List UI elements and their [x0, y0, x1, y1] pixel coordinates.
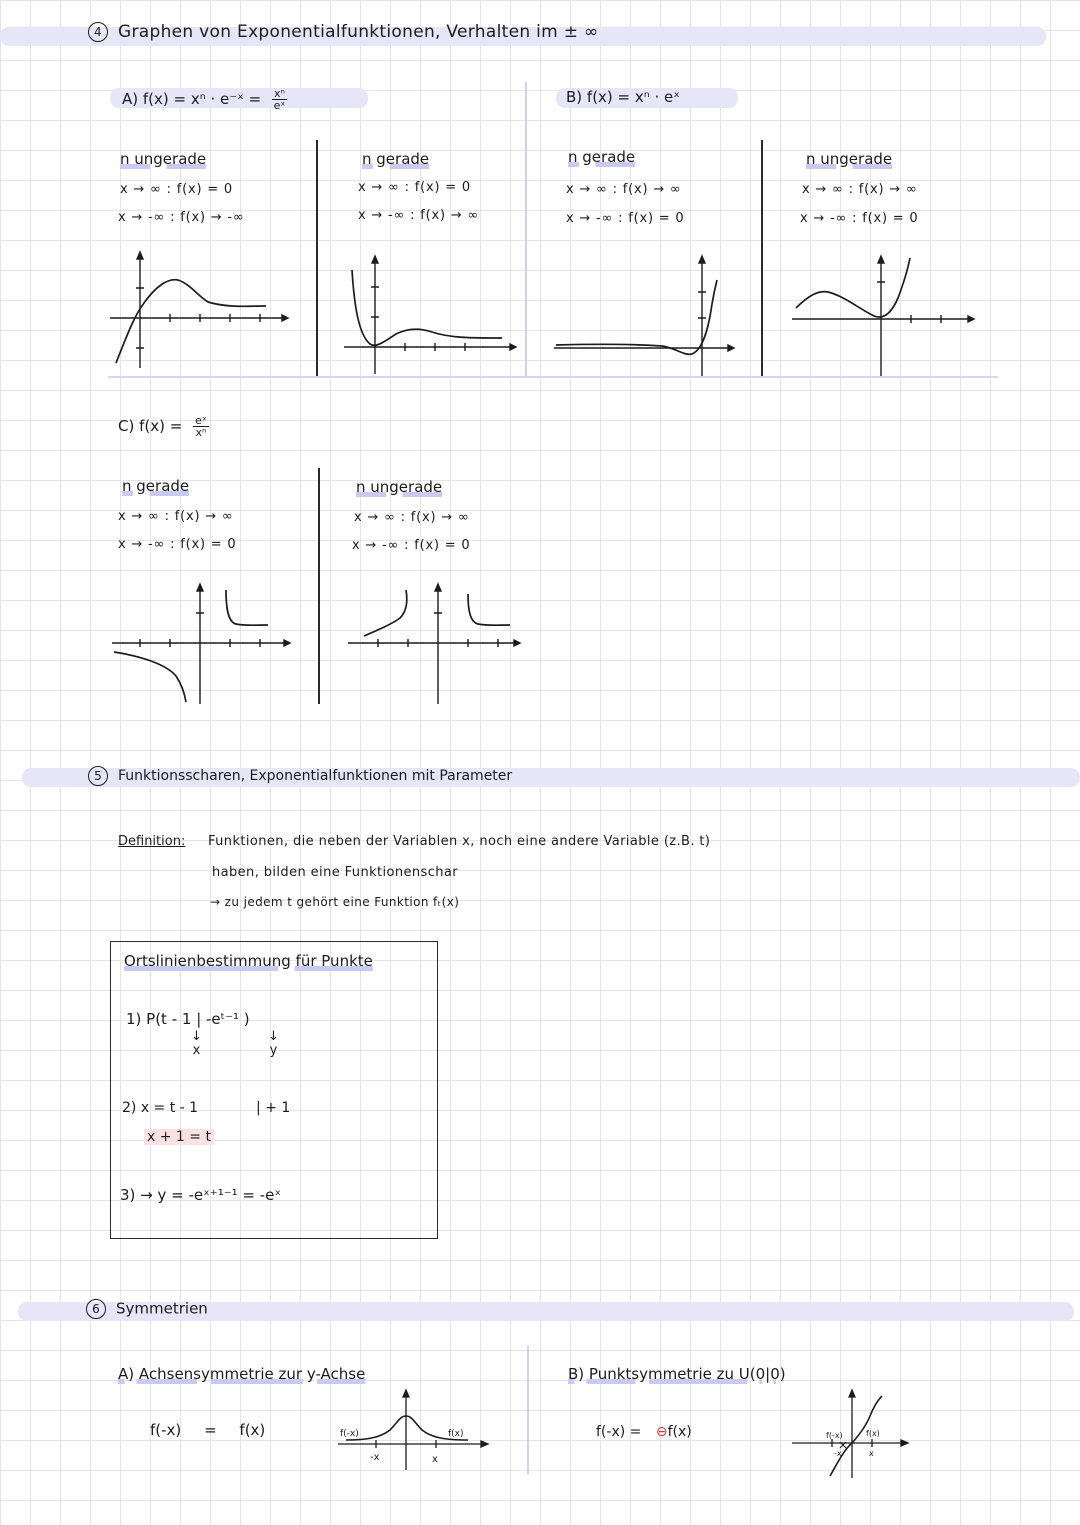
x-axis-arrow [514, 640, 520, 646]
divider-panel-1-2 [316, 140, 318, 376]
definition-label: Definition: [118, 834, 186, 849]
step-1-y-arrow: ↓ y [268, 1029, 279, 1058]
panel-1-limit-plus: x → ∞ : f(x) = 0 [120, 182, 233, 197]
y-axis-arrow [878, 256, 884, 263]
graph-panel-6 [346, 580, 536, 706]
curve-left-branch [114, 652, 186, 702]
label-neg-x: -x [834, 1449, 842, 1458]
definition-line-2: haben, bilden eine Funktionenschar [212, 865, 459, 880]
graph-panel-1 [108, 248, 298, 373]
x-axis-arrow [481, 1441, 488, 1447]
label-f-x: f(x) [448, 1429, 464, 1439]
section-6-header [86, 1299, 208, 1319]
formula-c-numerator: eˣ [195, 414, 207, 427]
section-4-title: Graphen von Exponentialfunktionen, Verhalten im ± ∞ [118, 22, 599, 42]
panel-5-heading: n gerade [122, 477, 190, 495]
x-axis-arrow [968, 316, 974, 322]
divider-symmetry [527, 1346, 529, 1474]
ortslinien-step-2-result [144, 1129, 214, 1145]
section-4-number: 4 [88, 22, 108, 42]
formula-c-denominator: xⁿ [195, 426, 207, 439]
y-axis-arrow [699, 256, 705, 263]
divider-panel-5-6 [318, 468, 320, 704]
formula-a-label: A) f(x) = xⁿ · e⁻ˣ = [122, 90, 262, 108]
panel-2-limit-plus: x → ∞ : f(x) = 0 [358, 180, 471, 195]
function-curve [796, 258, 910, 317]
panel-6-heading: n ungerade [356, 478, 443, 496]
curve-left-branch [364, 590, 407, 636]
x-axis-arrow [282, 315, 288, 321]
definition-line-1: Funktionen, die neben der Variablen x, noch eine andere Variable (z.B. t) [208, 834, 711, 849]
symmetry-b-minus: ⊖ [655, 1424, 668, 1440]
label-f-minus-x: f(-x) [826, 1431, 843, 1440]
curve-right-branch [468, 594, 510, 625]
curve-right-branch [226, 590, 268, 625]
panel-3-limit-minus: x → -∞ : f(x) = 0 [566, 211, 685, 226]
panel-5-limit-minus: x → -∞ : f(x) = 0 [118, 537, 237, 552]
graph-panel-3 [552, 252, 742, 378]
panel-2-heading: n gerade [362, 150, 430, 168]
section-5-header [88, 766, 512, 786]
y-axis-arrow [435, 584, 441, 591]
graph-panel-2 [340, 252, 520, 377]
label-pos-x: x [869, 1449, 874, 1458]
panel-6-limit-minus: x → -∞ : f(x) = 0 [352, 538, 471, 553]
panel-3-limit-plus: x → ∞ : f(x) → ∞ [566, 182, 682, 197]
step-1-x-arrow: ↓ x [191, 1029, 202, 1058]
graph-symmetry-a [336, 1388, 496, 1474]
axis-ticks [877, 282, 941, 323]
panel-5-limit-plus: x → ∞ : f(x) → ∞ [118, 509, 234, 524]
y-axis-arrow [372, 256, 378, 263]
formula-c-label: C) f(x) = [118, 417, 183, 435]
label-pos-x: x [432, 1454, 438, 1465]
graph-panel-4 [788, 252, 978, 378]
section-4-header [88, 22, 598, 42]
y-axis-arrow [849, 1390, 855, 1397]
formula-b: B) f(x) = xⁿ · eˣ [566, 88, 680, 106]
ortslinien-step-2: 2) x = t - 1 [122, 1100, 199, 1116]
x-axis-arrow [728, 345, 734, 351]
panel-1-heading: n ungerade [120, 150, 207, 168]
symmetry-a-left: f(-x) [150, 1421, 182, 1439]
x-axis-arrow [510, 344, 516, 350]
ortslinien-step-3: 3) → y = -eˣ⁺¹⁻¹ = -eˣ [120, 1186, 282, 1204]
function-curve [116, 280, 266, 363]
symmetry-a-formula [150, 1421, 265, 1439]
formula-c-fraction [193, 415, 209, 438]
formula-a-fraction [272, 88, 287, 111]
panel-4-limit-plus: x → ∞ : f(x) → ∞ [802, 182, 918, 197]
y-axis-arrow [137, 252, 143, 259]
ortslinien-box-title: Ortslinienbestimmung für Punkte [124, 952, 373, 970]
section-6-number: 6 [86, 1299, 106, 1319]
y-axis-arrow [197, 584, 203, 591]
y-axis-arrow [403, 1390, 409, 1397]
label-f-minus-x: f(-x) [340, 1429, 359, 1439]
symmetry-b-title: B) Punktsymmetrie zu U(0|0) [568, 1365, 786, 1383]
formula-a [122, 88, 287, 111]
section-6-title: Symmetrien [116, 1299, 208, 1318]
x-axis-arrow [901, 1440, 908, 1446]
panel-4-heading: n ungerade [806, 150, 893, 168]
formula-a-numerator: xⁿ [273, 87, 285, 100]
ortslinien-step-2-operation: | + 1 [256, 1100, 291, 1116]
panel-4-limit-minus: x → -∞ : f(x) = 0 [800, 211, 919, 226]
divider-a-b [525, 82, 527, 378]
symmetry-b-formula [596, 1424, 692, 1440]
x-axis-arrow [284, 640, 290, 646]
function-curve [556, 280, 717, 354]
formula-c [118, 415, 209, 438]
formula-a-denominator: eˣ [273, 99, 286, 112]
graph-panel-5 [110, 580, 300, 706]
label-f-x: f(x) [866, 1429, 880, 1438]
divider-panel-3-4 [761, 140, 763, 376]
section-5-title: Funktionsscharen, Exponentialfunktionen mit Parameter [118, 768, 513, 784]
panel-3-heading: n gerade [568, 148, 636, 166]
symmetry-b-right: f(x) [667, 1424, 692, 1440]
panel-6-limit-plus: x → ∞ : f(x) → ∞ [354, 510, 470, 525]
step-1-y: y [269, 1043, 278, 1058]
symmetry-a-equals: = [204, 1421, 217, 1439]
symmetry-a-title: A) Achsensymmetrie zur y-Achse [118, 1365, 366, 1383]
ortslinien-step-1: 1) P(t - 1 | -eᵗ⁻¹ ) [126, 1010, 250, 1028]
step-1-x: x [192, 1043, 201, 1058]
symmetry-a-right: f(x) [239, 1421, 266, 1439]
step-2-result-highlight: x + 1 = t [144, 1129, 214, 1145]
panel-1-limit-minus: x → -∞ : f(x) → -∞ [118, 210, 245, 225]
symmetry-b-left: f(-x) = [596, 1424, 642, 1440]
graph-symmetry-b [790, 1386, 920, 1482]
definition-line-3: → zu jedem t gehört eine Funktion fₜ(x) [210, 895, 460, 909]
panel-2-limit-minus: x → -∞ : f(x) → ∞ [358, 208, 480, 223]
section-5-number: 5 [88, 766, 108, 786]
label-neg-x: -x [370, 1452, 380, 1463]
